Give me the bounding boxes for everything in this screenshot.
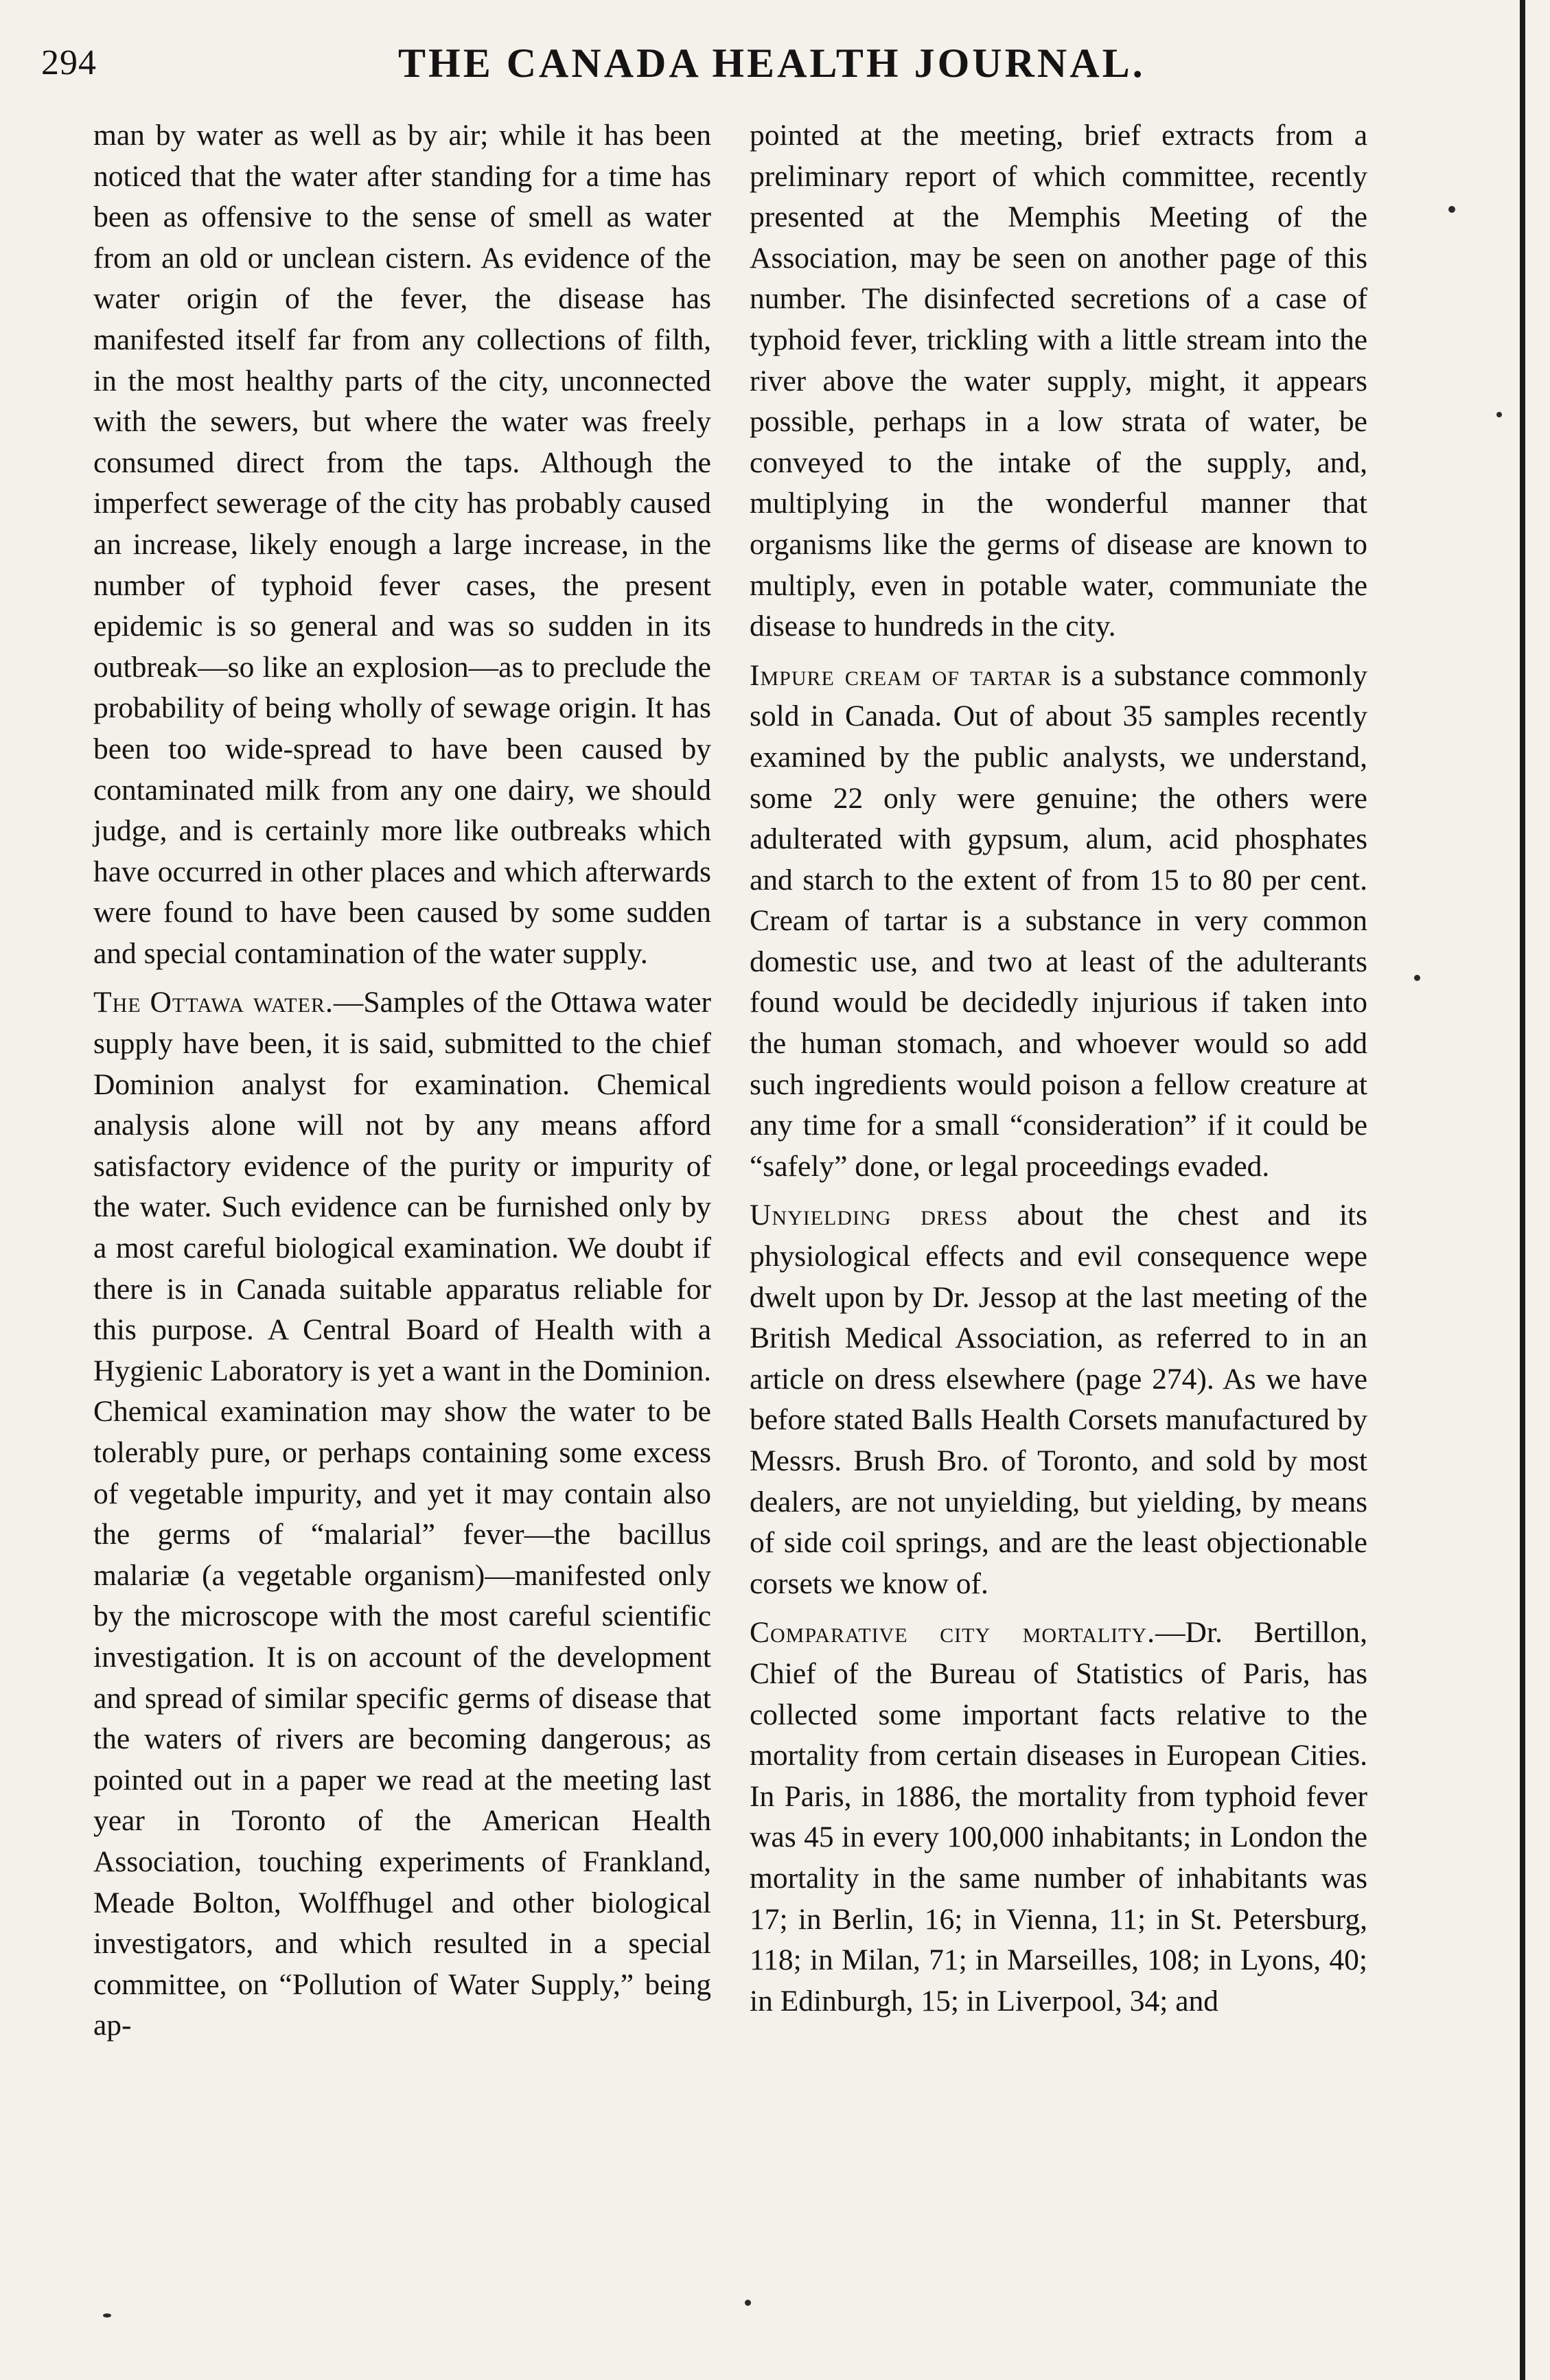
cream-of-tartar-heading: Impure cream of tartar (750, 658, 1052, 692)
ottawa-water-text: —Samples of the Ottawa water supply have been, it is said, submitted to the chief Dominion analyst for examination. Chemical analysis alone will not by any means afford satisfactory evidence of the purity or impurity of the water. Such evidence can be furnished only by a most careful biological examination. We doubt if there is in Canada suitable apparatus reliable for this purpose. A Central Board of Health with a Hygienic Laboratory is yet a want in the Dominion. Chemical examination may show the water to be tolerably pure, or perhaps containing some excess of vegetable impurity, and yet it may contain also the germs of “malarial” fever—the bacillus malariæ (a vegetable organism)—manifested only by the microscope with the most careful scientific investigation. It is on account of the development and spread of similar specific germs of disease that the waters of rivers are becoming dangerous; as pointed out in a paper we read at the meeting last year in Toronto of the American Health Association, touching experiments of Frankland, Meade Bolton, Wolffhugel and other biological investigators, and which resulted in a special committee, on “Pollution of Water Supply,” being ap- (93, 986, 711, 2042)
page-header (41, 36, 1387, 101)
cream-of-tartar-text: is a substance commonly sold in Canada. Out of about 35 samples recently examined by the public analysts, we understand, some 22 only were genuine; the others were adulterated with gypsum, alum, acid phosphates and starch to the extent of from 15 to 80 per cent. Cream of tartar is a substance in very common domestic use, and two at least of the adulterants found would be decidedly injurious if taken into the human stomach, and whoever would so add such ingredients would poison a fellow creature at any time for a small “consideration” if it could be “safely” done, or legal proceedings evaded. (750, 658, 1367, 1183)
cream-of-tartar-paragraph (750, 656, 1367, 1188)
scan-speck (1414, 975, 1420, 981)
right-paragraph-continued (750, 115, 1367, 647)
city-mortality-heading: Comparative city mortality. (750, 1616, 1156, 1650)
typhoid-text: man by water as well as by air; while it has been noticed that the water after standing for a time has been as offensive to the sense of smell as water from an old or unclean cistern. As evidence of the water origin of the fever, the disease has manifested itself far from any collections of filth, in the most healthy parts of the city, unconnected with the sewers, but where the water was freely consumed direct from the taps. Although the imperfect sewerage of the city has probably caused an increase, likely enough a large increase, in the number of typhoid fever cases, the present epidemic is so general and was so sudden in its outbreak—so like an explosion—as to preclude the probability of being wholly of sewage origin. It has been too wide-spread to have been caused by contaminated milk from any one dairy, we should judge, and is certainly more like outbreaks which have occurred in other places and which afterwards were found to have been caused by some sudden and special contamination of the water supply. (93, 119, 711, 970)
ottawa-water-heading: The Ottawa water. (93, 986, 334, 1019)
unyielding-dress-paragraph (750, 1195, 1367, 1604)
scan-speck (1448, 206, 1455, 213)
right-column (750, 115, 1367, 2298)
scan-speck (745, 2300, 751, 2306)
scan-speck (1496, 412, 1502, 417)
scan-edge-rule (1520, 0, 1525, 2380)
unyielding-dress-text: about the chest and its physiological effects and evil consequence wepe dwelt upon by Dr. Jessop at the last meeting of the British Medical Association, as referred to in an article on dress elsewhere (page 274). As we have before stated Balls Health Corsets manufactured by Messrs. Brush Bro. of Toronto, and sold by most dealers, are not unyielding, but yielding, by means of side coil springs, and are the least objectionable corsets we know of. (750, 1199, 1367, 1600)
unyielding-dress-heading: Unyielding dress (750, 1199, 988, 1232)
committee-text: pointed at the meeting, brief extracts from a preliminary report of which committee, recently presented at the Memphis Meeting of the Association, may be seen on another page of this number. The disinfected secretions of a case of typhoid fever, trickling with a little stream into the river above the water supply, might, it appears possible, perhaps in a low strata of water, be conveyed to the intake of the supply, and, multiplying in the wonderful manner that organisms like the germs of disease are known to multiply, even in potable water, communiate the disease to hundreds in the city. (750, 119, 1367, 643)
page-number: 294 (41, 43, 97, 82)
city-mortality-paragraph (750, 1613, 1367, 2022)
left-paragraph-typhoid (93, 115, 711, 974)
scan-speck (103, 2313, 111, 2318)
running-title: THE CANADA HEALTH JOURNAL. (398, 41, 1146, 86)
left-column (93, 115, 711, 2298)
city-mortality-text: —Dr. Bertillon, Chief of the Bureau of Statistics of Paris, has collected some important facts relative to the mortality from certain diseases in European Cities. In Paris, in 1886, the mortality from typhoid fever was 45 in every 100,000 inhabitants; in London the mortality in the same number of inhabitants was 17; in Berlin, 16; in Vienna, 11; in St. Petersburg, 118; in Milan, 71; in Marseilles, 108; in Lyons, 40; in Edinburgh, 15; in Liverpool, 34; and (750, 1616, 1367, 2018)
ottawa-water-paragraph (93, 982, 711, 2046)
